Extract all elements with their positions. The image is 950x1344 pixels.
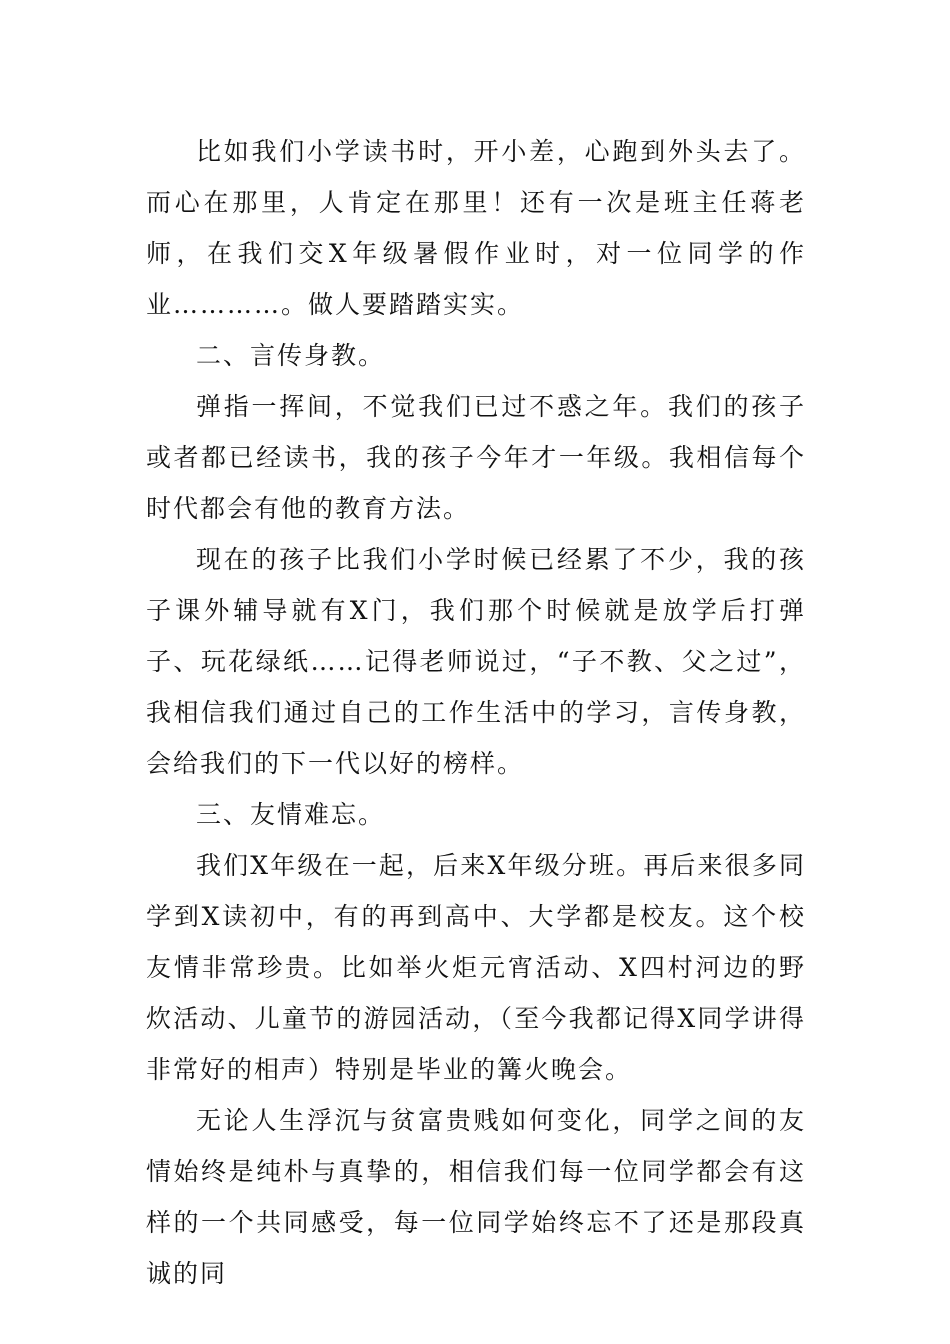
- paragraph-1: 比如我们小学读书时，开小差，心跑到外头去了。而心在那里，人肯定在那里！还有一次是班主任蒋老师，在我们交X年级暑假作业时，对一位同学的作业…………。做人要踏踏实实。: [146, 137, 806, 319]
- section-heading-2: 二、言传身教。: [196, 341, 386, 370]
- paragraph-3: 现在的孩子比我们小学时候已经累了不少，我的孩子课外辅导就有X门，我们那个时候就是放学后打弹子、玩花绿纸……记得老师说过，“子不教、父之过”，我相信我们通过自己的工作生活中的学习，言传身教，会给我们的下一代以好的榜样。: [146, 545, 806, 778]
- paragraph-5: 无论人生浮沉与贫富贵贱如何变化，同学之间的友情始终是纯朴与真挚的，相信我们每一位同学都会有这样的一个共同感受，每一位同学始终忘不了还是那段真诚的同: [146, 1106, 806, 1288]
- paragraph-2: 弹指一挥间，不觉我们已过不惑之年。我们的孩子或者都已经读书，我的孩子今年才一年级。我相信每个时代都会有他的教育方法。: [146, 392, 806, 523]
- paragraph-4: 我们X年级在一起，后来X年级分班。再后来很多同学到X读初中，有的再到高中、大学都是校友。这个校友情非常珍贵。比如举火炬元宵活动、X四村河边的野炊活动、儿童节的游园活动，（至今我都记得X同学讲得非常好的相声）特别是毕业的篝火晚会。: [146, 851, 806, 1084]
- section-heading-3: 三、友情难忘。: [196, 800, 386, 829]
- document-body: [146, 126, 806, 1299]
